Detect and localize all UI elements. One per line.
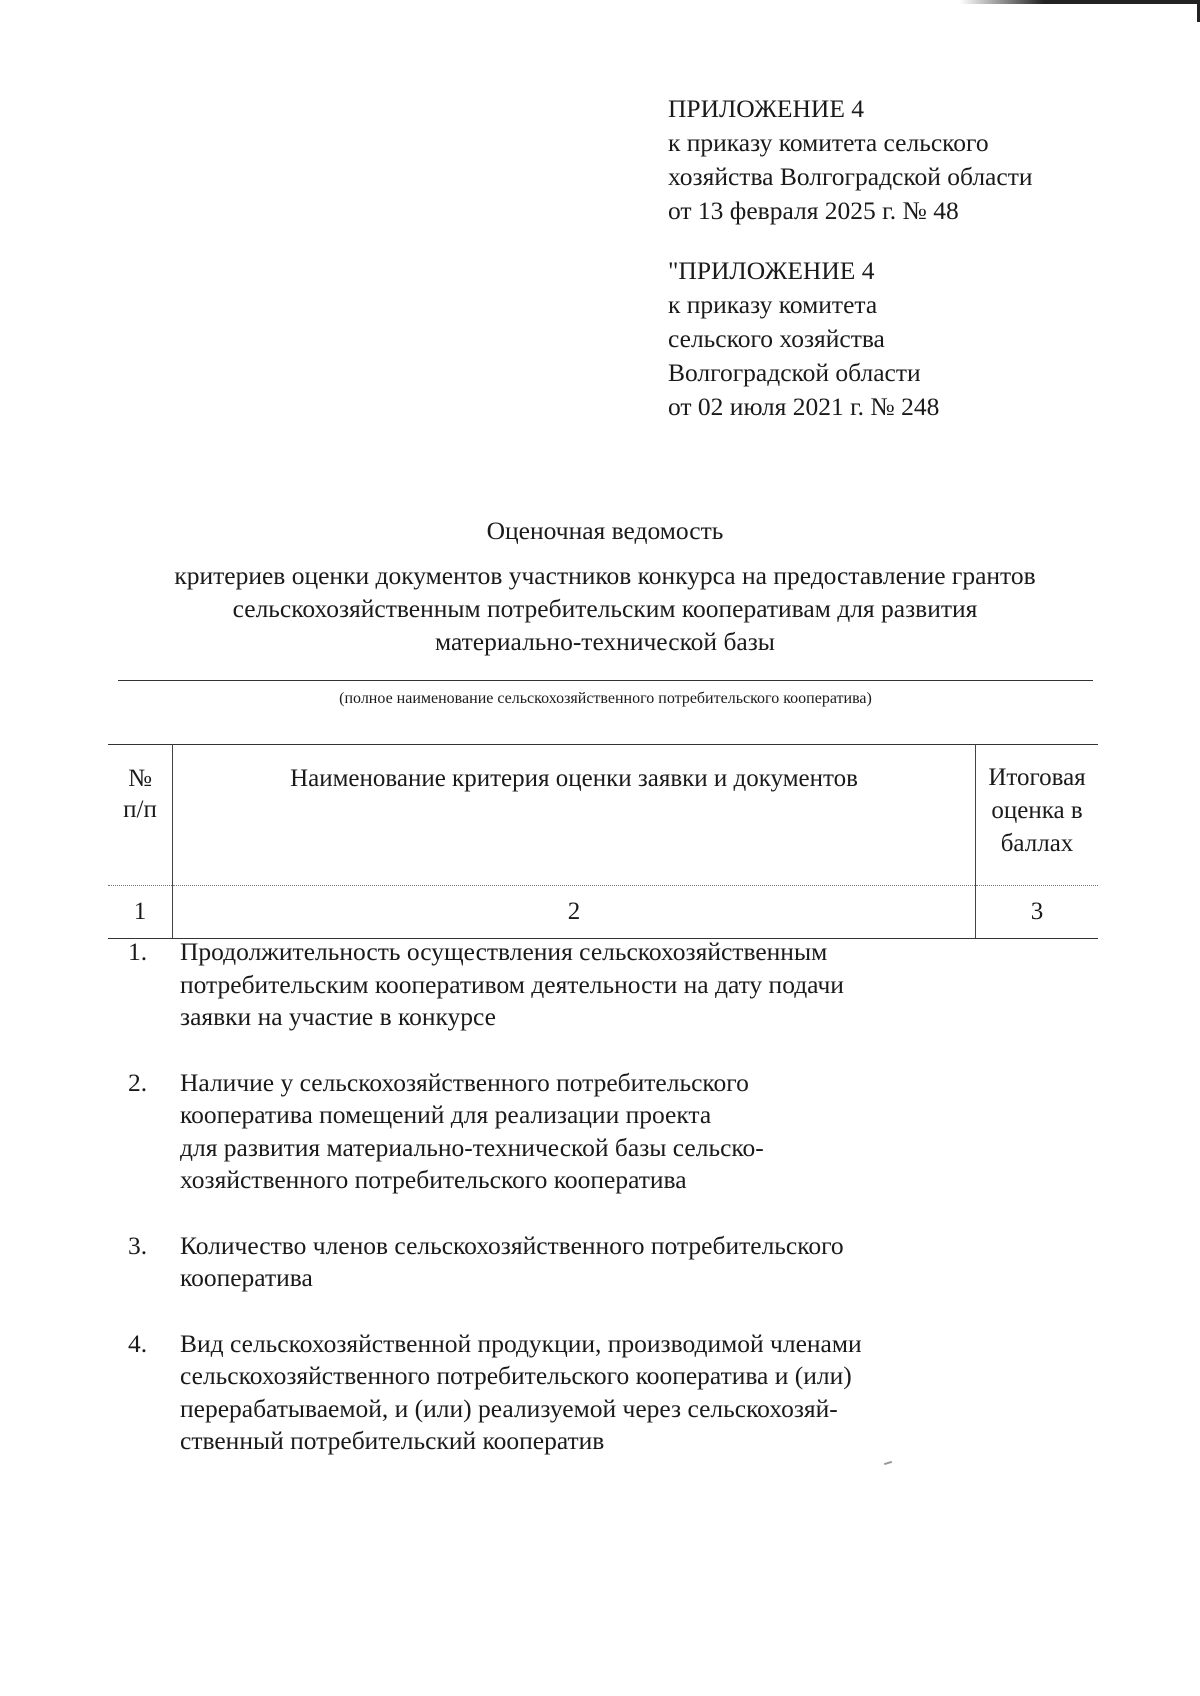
header-number-line: п/п [123,796,157,823]
column-number: 1 [108,886,173,939]
criterion-text [180,936,950,1034]
criterion-line: Продолжительность осуществления сельскохозяйственным [180,937,828,966]
approval-heading: "ПРИЛОЖЕНИЕ 4 [668,256,875,285]
column-number: 2 [173,886,976,939]
approval-heading: ПРИЛОЖЕНИЕ 4 [668,94,865,123]
criterion-number: 3. [128,1230,148,1260]
header-score-line: баллах [1000,830,1074,857]
approval-line: Волгоградской области [668,358,921,387]
criterion-text [180,1328,950,1458]
table-column-number-row [108,886,1098,939]
cooperative-name-caption: (полное наименование сельскохозяйственного потребительского кооператива) [339,690,872,707]
criterion-line: перерабатываемой, и (или) реализуемой через сельскохозяй- [180,1393,838,1423]
scan-edge-mark [960,0,1200,4]
criterion-line: Наличие у сельскохозяйственного потребительского [180,1067,749,1097]
scan-speck [884,1461,892,1465]
criterion-line: потребительским кооперативом деятельности на дату подачи [180,969,844,999]
criterion-line: ственный потребительский кооператив [180,1426,605,1455]
approval-block-current [668,92,1032,228]
criteria-list [128,936,988,1458]
approval-line: к приказу комитета [668,290,878,319]
criterion-line: сельскохозяйственного потребительского кооператива и (или) [180,1361,852,1390]
criterion-number: 1. [128,937,148,966]
criterion-line: заявки на участие в конкурсе [180,1002,496,1031]
header-number-line: № [128,765,152,792]
criterion-line: Вид сельскохозяйственной продукции, производимой членами [180,1328,862,1358]
column-number: 3 [976,886,1099,939]
approval-block-original [668,254,939,424]
criterion-line: кооператива помещений для реализации проекта [180,1100,712,1129]
criterion-item [128,1328,988,1458]
table-header-row [108,745,1098,886]
header-cell-number [108,745,173,886]
title-line: сельскохозяйственным потребительским кооперативам для развития [232,594,978,623]
approval-line: сельского хозяйства [668,324,885,353]
criterion-item [128,936,988,1034]
approval-line: от 13 февраля 2025 г. № 48 [668,196,959,225]
criterion-line: Количество членов сельскохозяйственного потребительского [180,1230,844,1260]
criterion-number: 2. [128,1067,148,1097]
criterion-line: для развития материально-технической базы сельско- [180,1132,764,1162]
document-title [110,514,1100,658]
header-cell-criterion: Наименование критерия оценки заявки и документов [173,745,976,886]
title-line: Оценочная ведомость [486,516,724,545]
approval-line: хозяйства Волгоградской области [668,162,1033,191]
criterion-line: хозяйственного потребительского кооператива [180,1165,687,1194]
header-score-line: оценка в [991,797,1083,824]
approval-line: от 02 июля 2021 г. № 248 [668,392,940,421]
title-line: критериев оценки документов участников конкурса на предоставление грантов [174,561,1036,590]
criterion-item [128,1067,988,1197]
header-score-line: Итоговая [988,764,1086,791]
cooperative-name-field-line [118,680,1093,681]
header-cell-score [976,745,1099,886]
criterion-item [128,1230,988,1295]
criterion-text [180,1067,950,1197]
approval-line: к приказу комитета сельского [668,128,989,157]
title-line: материально-технической базы [435,627,775,656]
criterion-line: кооператива [180,1263,313,1292]
criteria-table [108,744,1098,939]
criterion-text [180,1230,950,1295]
criterion-number: 4. [128,1328,148,1358]
